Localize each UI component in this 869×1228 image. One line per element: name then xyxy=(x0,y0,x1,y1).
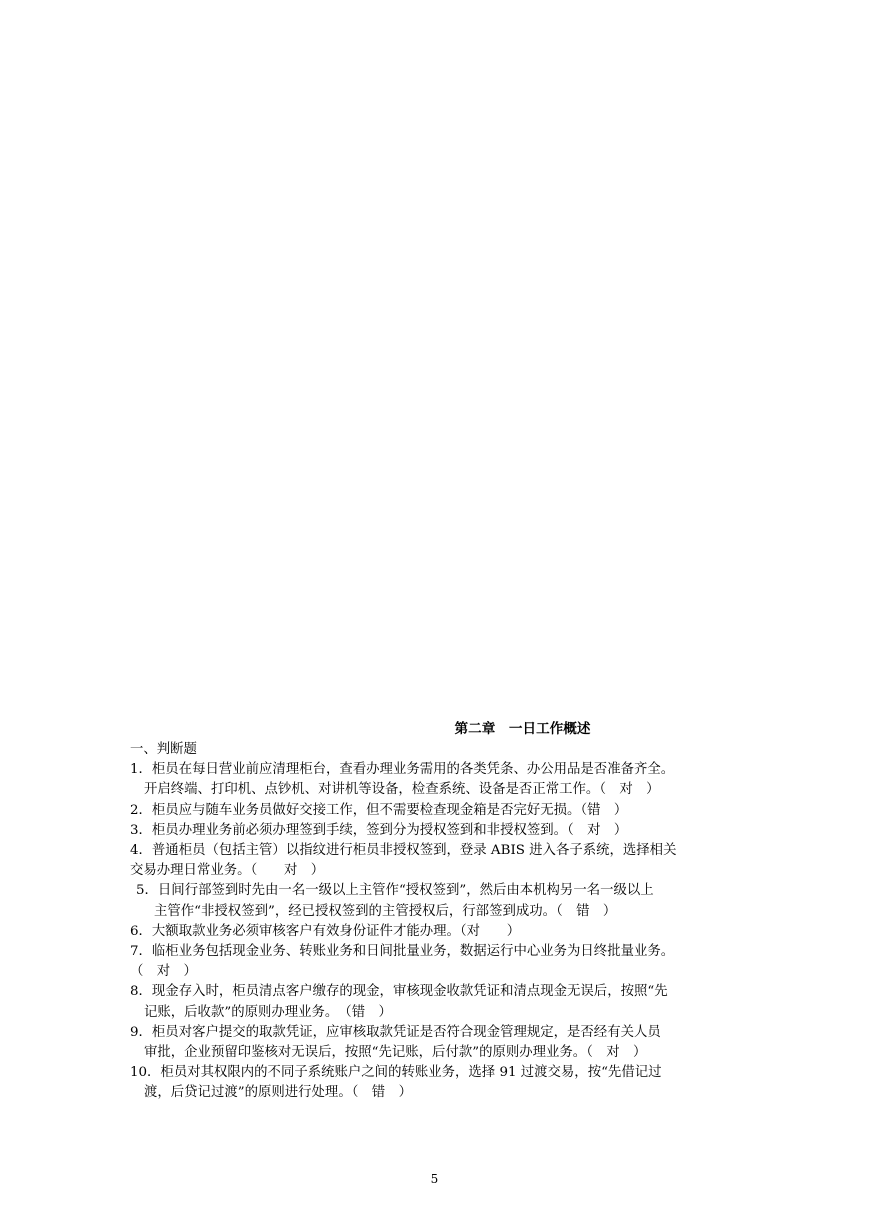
question-line: 主管作“非授权签到”，经已授权签到的主管授权后，行部签到成功。（ 错 ） xyxy=(154,903,617,919)
question-line: 审批，企业预留印鉴核对无误后，按照“先记账，后付款”的原则办理业务。（ 对 ） xyxy=(144,1045,647,1061)
question-line: 2．柜员应与随车业务员做好交接工作，但不需要检查现金箱是否完好无损。（错 ） xyxy=(130,802,628,818)
question-item-10 xyxy=(130,1063,745,1103)
question-item-3 xyxy=(130,821,745,841)
question-line: 10．柜员对其权限内的不同子系统账户之间的转账业务，选择 91 过渡交易，按“先借记过 xyxy=(130,1065,662,1081)
question-line: 渡，后贷记过渡”的原则进行处理。（ 错 ） xyxy=(144,1085,412,1101)
page-number: 5 xyxy=(430,1172,439,1186)
question-line: （ 对 ） xyxy=(130,964,197,980)
question-item-2 xyxy=(130,801,745,821)
question-line: 8．现金存入时，柜员清点客户缴存的现金，审核现金收款凭证和清点现金无误后，按照“先 xyxy=(130,984,668,1000)
question-line: 1．柜员在每日营业前应清理柜台，查看办理业务需用的各类凭条、办公用品是否准备齐全。 xyxy=(130,762,675,778)
question-line: 5．日间行部签到时先由一名一级以上主管作“授权签到”，然后由本机构另一名一级以上 xyxy=(136,883,654,899)
question-item-9 xyxy=(130,1023,745,1063)
question-line: 7．临柜业务包括现金业务、转账业务和日间批量业务，数据运行中心业务为日终批量业务。 xyxy=(130,944,675,960)
question-line: 记账，后收款”的原则办理业务。 （错 ） xyxy=(144,1004,392,1020)
page-content xyxy=(130,718,745,1104)
question-line: 4．普通柜员（包括主管）以指纹进行柜员非授权签到，登录 ABIS 进入各子系统，选择相关 xyxy=(130,843,677,859)
question-line: 9．柜员对客户提交的取款凭证，应审核取款凭证是否符合现金管理规定，是否经有关人员 xyxy=(130,1024,661,1040)
question-item-4 xyxy=(130,841,745,881)
question-line: 开启终端、打印机、点钞机、对讲机等设备，检查系统、设备是否正常工作。（ 对 ） xyxy=(144,782,660,798)
question-item-1 xyxy=(130,760,745,800)
question-item-6 xyxy=(130,922,745,942)
chapter-title: 第二章 一日工作概述 xyxy=(454,721,591,737)
section-heading: 一、判断题 xyxy=(130,742,197,757)
question-line: 交易办理日常业务。（ 对 ） xyxy=(130,863,325,879)
question-line: 6．大额取款业务必须审核客户有效身份证件才能办理。（对 ） xyxy=(130,923,521,939)
question-item-8 xyxy=(130,982,745,1022)
question-item-5 xyxy=(130,881,745,921)
question-line: 3．柜员办理业务前必须办理签到手续，签到分为授权签到和非授权签到。（ 对 ） xyxy=(130,822,628,838)
question-item-7 xyxy=(130,942,745,982)
